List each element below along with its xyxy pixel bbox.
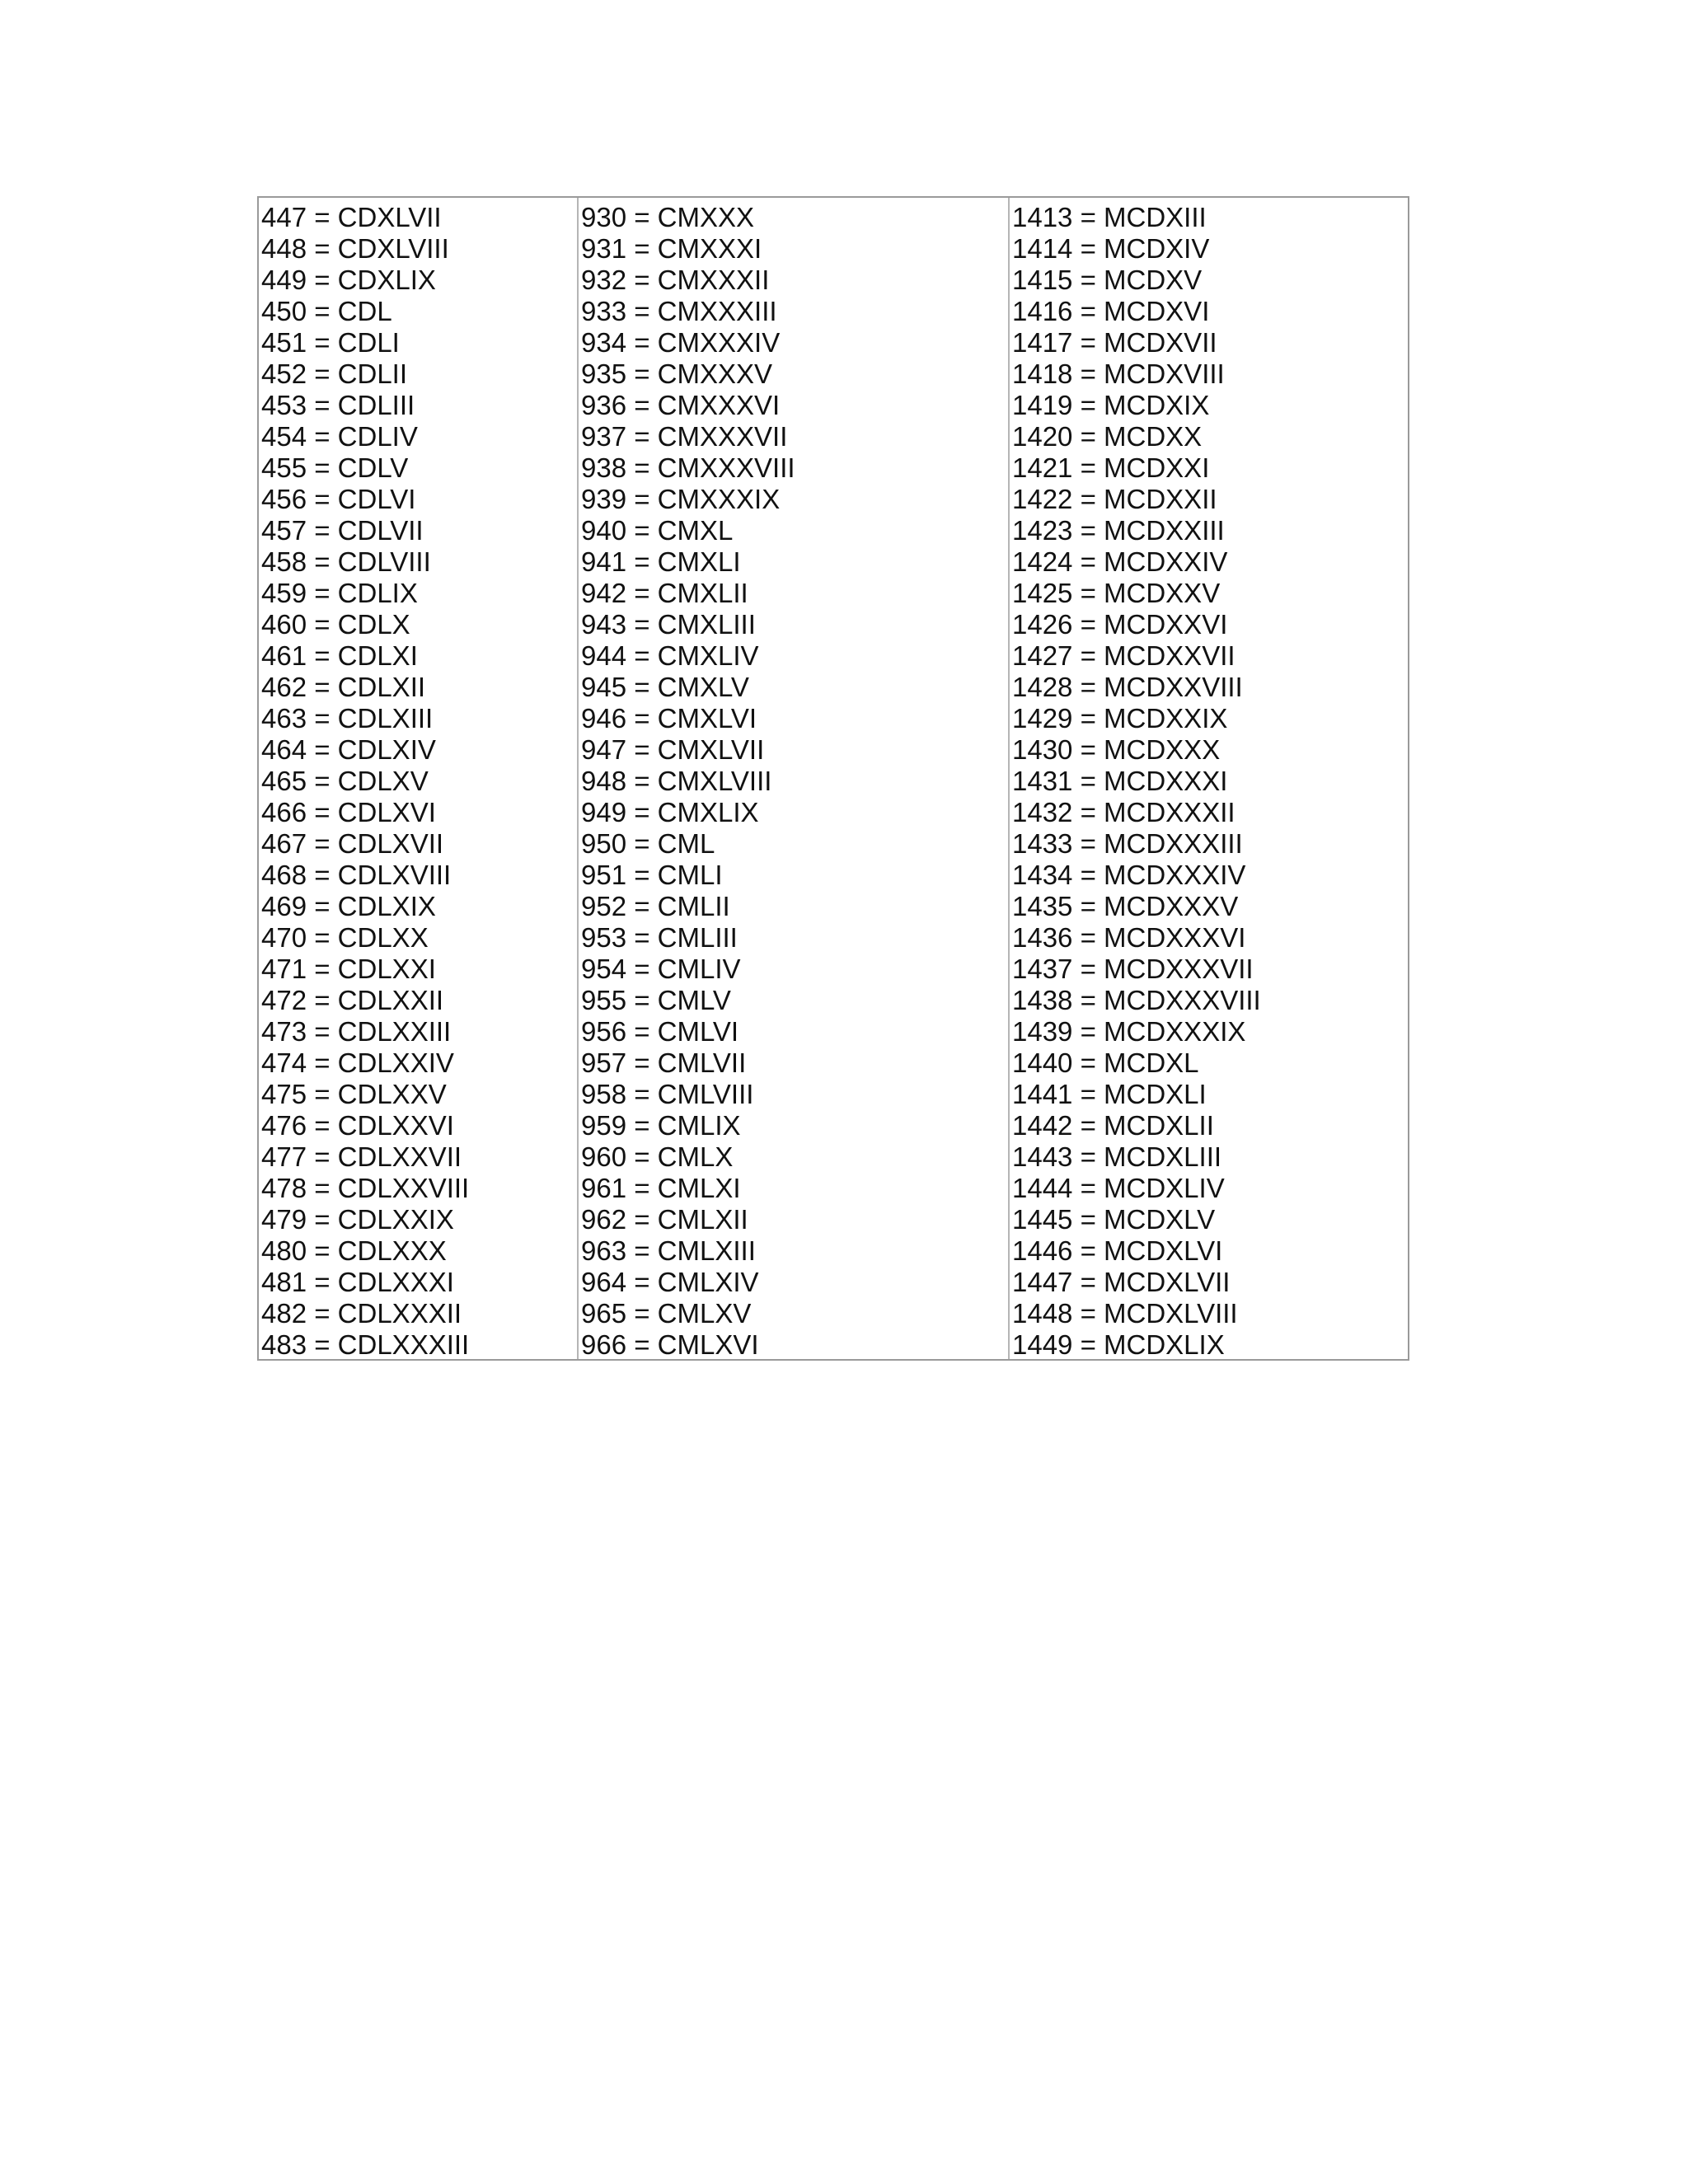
table-entry: 1448 = MCDXLVIII (1012, 1298, 1238, 1329)
table-entry: 475 = CDLXXV (261, 1079, 447, 1109)
table-entry: 456 = CDLVI (261, 484, 416, 514)
table-entry: 1428 = MCDXXVIII (1012, 672, 1243, 702)
table-entry: 966 = CMLXVI (581, 1329, 759, 1360)
table-entry: 933 = CMXXXIII (581, 296, 777, 326)
table-entry: 469 = CDLXIX (261, 891, 436, 921)
table-entry: 477 = CDLXXVII (261, 1141, 462, 1172)
table-entry: 940 = CMXL (581, 515, 734, 546)
table-entry: 941 = CMXLI (581, 546, 741, 577)
table-entry: 468 = CDLXVIII (261, 860, 452, 890)
table-entry: 465 = CDLXV (261, 766, 429, 796)
table-entry: 1437 = MCDXXXVII (1012, 954, 1254, 984)
table-entry: 1417 = MCDXVII (1012, 327, 1217, 358)
table-entry: 467 = CDLXVII (261, 828, 444, 859)
table-entry: 955 = CMLV (581, 985, 731, 1015)
table-entry: 1432 = MCDXXXII (1012, 797, 1236, 827)
table-entry: 951 = CMLI (581, 860, 723, 890)
table-entry: 1421 = MCDXXI (1012, 452, 1210, 483)
table-entry: 464 = CDLXIV (261, 734, 436, 765)
table-entry: 932 = CMXXXII (581, 265, 770, 295)
table-entry: 1447 = MCDXLVII (1012, 1267, 1231, 1297)
table-entry: 447 = CDXLVII (261, 202, 442, 232)
table-entry: 948 = CMXLVIII (581, 766, 772, 796)
table-entry: 1441 = MCDXLI (1012, 1079, 1207, 1109)
table-entry: 1427 = MCDXXVII (1012, 640, 1236, 671)
table-entry: 936 = CMXXXVI (581, 390, 781, 420)
table-column-3 (1010, 198, 1408, 1359)
table-entry: 943 = CMXLIII (581, 609, 756, 640)
table-entry: 964 = CMLXIV (581, 1267, 759, 1297)
table-entry: 1415 = MCDXV (1012, 265, 1203, 295)
table-entry: 448 = CDXLVIII (261, 233, 449, 264)
table-entry: 956 = CMLVI (581, 1016, 739, 1047)
table-entry: 482 = CDLXXXII (261, 1298, 462, 1329)
table-entry: 1426 = MCDXXVI (1012, 609, 1228, 640)
table-entry: 453 = CDLIII (261, 390, 415, 420)
table-entry: 1435 = MCDXXXV (1012, 891, 1239, 921)
table-entry: 937 = CMXXXVII (581, 421, 788, 452)
table-entry: 938 = CMXXXVIII (581, 452, 795, 483)
table-entry: 479 = CDLXXIX (261, 1204, 454, 1235)
table-entry: 957 = CMLVII (581, 1047, 747, 1078)
table-entry: 466 = CDLXVI (261, 797, 436, 827)
table-entry: 952 = CMLII (581, 891, 730, 921)
table-entry: 1445 = MCDXLV (1012, 1204, 1216, 1235)
table-entry: 476 = CDLXXVI (261, 1110, 454, 1141)
table-entry: 963 = CMLXIII (581, 1235, 756, 1266)
table-entry: 949 = CMXLIX (581, 797, 759, 827)
table-entry: 930 = CMXXX (581, 202, 755, 232)
table-entry: 483 = CDLXXXIII (261, 1329, 470, 1360)
table-entry: 481 = CDLXXXI (261, 1267, 454, 1297)
table-entry: 1444 = MCDXLIV (1012, 1173, 1225, 1203)
table-entry: 960 = CMLX (581, 1141, 734, 1172)
table-column-2 (579, 198, 1010, 1359)
table-entry: 959 = CMLIX (581, 1110, 741, 1141)
table-entry: 457 = CDLVII (261, 515, 424, 546)
table-entry: 459 = CDLIX (261, 578, 418, 608)
table-entry: 474 = CDLXXIV (261, 1047, 454, 1078)
table-entry: 1439 = MCDXXXIX (1012, 1016, 1246, 1047)
table-entry: 1429 = MCDXXIX (1012, 703, 1228, 733)
table-entry: 946 = CMXLVI (581, 703, 757, 733)
table-entry: 455 = CDLV (261, 452, 409, 483)
table-entry: 1431 = MCDXXXI (1012, 766, 1228, 796)
table-entry: 958 = CMLVIII (581, 1079, 754, 1109)
table-entry: 1416 = MCDXVI (1012, 296, 1210, 326)
table-entry: 1424 = MCDXXIV (1012, 546, 1228, 577)
roman-numeral-table (257, 196, 1409, 1361)
table-entry: 1438 = MCDXXXVIII (1012, 985, 1261, 1015)
table-entry: 942 = CMXLII (581, 578, 748, 608)
table-entry: 480 = CDLXXX (261, 1235, 447, 1266)
table-entry: 450 = CDL (261, 296, 392, 326)
table-entry: 1418 = MCDXVIII (1012, 359, 1225, 389)
table-entry: 1440 = MCDXL (1012, 1047, 1199, 1078)
table-entry: 939 = CMXXXIX (581, 484, 781, 514)
table-entry: 935 = CMXXXV (581, 359, 773, 389)
table-entry: 1423 = MCDXXIII (1012, 515, 1225, 546)
table-entry: 953 = CMLIII (581, 922, 738, 953)
table-entry: 1434 = MCDXXXIV (1012, 860, 1246, 890)
table-entry: 944 = CMXLIV (581, 640, 759, 671)
table-entry: 931 = CMXXXI (581, 233, 762, 264)
table-column-1 (259, 198, 579, 1359)
table-entry: 1442 = MCDXLII (1012, 1110, 1214, 1141)
table-entry: 961 = CMLXI (581, 1173, 741, 1203)
table-entry: 463 = CDLXIII (261, 703, 434, 733)
table-entry: 1425 = MCDXXV (1012, 578, 1221, 608)
table-entry: 934 = CMXXXIV (581, 327, 781, 358)
table-entry: 1449 = MCDXLIX (1012, 1329, 1225, 1360)
table-entry: 1433 = MCDXXXIII (1012, 828, 1243, 859)
table-entry: 954 = CMLIV (581, 954, 741, 984)
table-entry: 1419 = MCDXIX (1012, 390, 1210, 420)
table-entry: 1420 = MCDXX (1012, 421, 1203, 452)
table-entry: 1436 = MCDXXXVI (1012, 922, 1246, 953)
table-entry: 458 = CDLVIII (261, 546, 431, 577)
table-entry: 471 = CDLXXI (261, 954, 436, 984)
table-entry: 1414 = MCDXIV (1012, 233, 1210, 264)
table-entry: 1422 = MCDXXII (1012, 484, 1217, 514)
table-entry: 451 = CDLI (261, 327, 400, 358)
table-entry: 947 = CMXLVII (581, 734, 765, 765)
table-entry: 473 = CDLXXIII (261, 1016, 452, 1047)
table-entry: 950 = CML (581, 828, 715, 859)
table-entry: 945 = CMXLV (581, 672, 749, 702)
table-entry: 1413 = MCDXIII (1012, 202, 1207, 232)
table-entry: 449 = CDXLIX (261, 265, 436, 295)
table-entry: 452 = CDLII (261, 359, 408, 389)
table-entry: 962 = CMLXII (581, 1204, 748, 1235)
table-entry: 470 = CDLXX (261, 922, 429, 953)
table-entry: 460 = CDLX (261, 609, 410, 640)
table-entry: 1446 = MCDXLVI (1012, 1235, 1223, 1266)
table-entry: 462 = CDLXII (261, 672, 426, 702)
table-entry: 454 = CDLIV (261, 421, 418, 452)
table-entry: 461 = CDLXI (261, 640, 418, 671)
table-entry: 472 = CDLXXII (261, 985, 444, 1015)
table-entry: 965 = CMLXV (581, 1298, 752, 1329)
table-entry: 1443 = MCDXLIII (1012, 1141, 1222, 1172)
table-entry: 1430 = MCDXXX (1012, 734, 1221, 765)
table-entry: 478 = CDLXXVIII (261, 1173, 470, 1203)
